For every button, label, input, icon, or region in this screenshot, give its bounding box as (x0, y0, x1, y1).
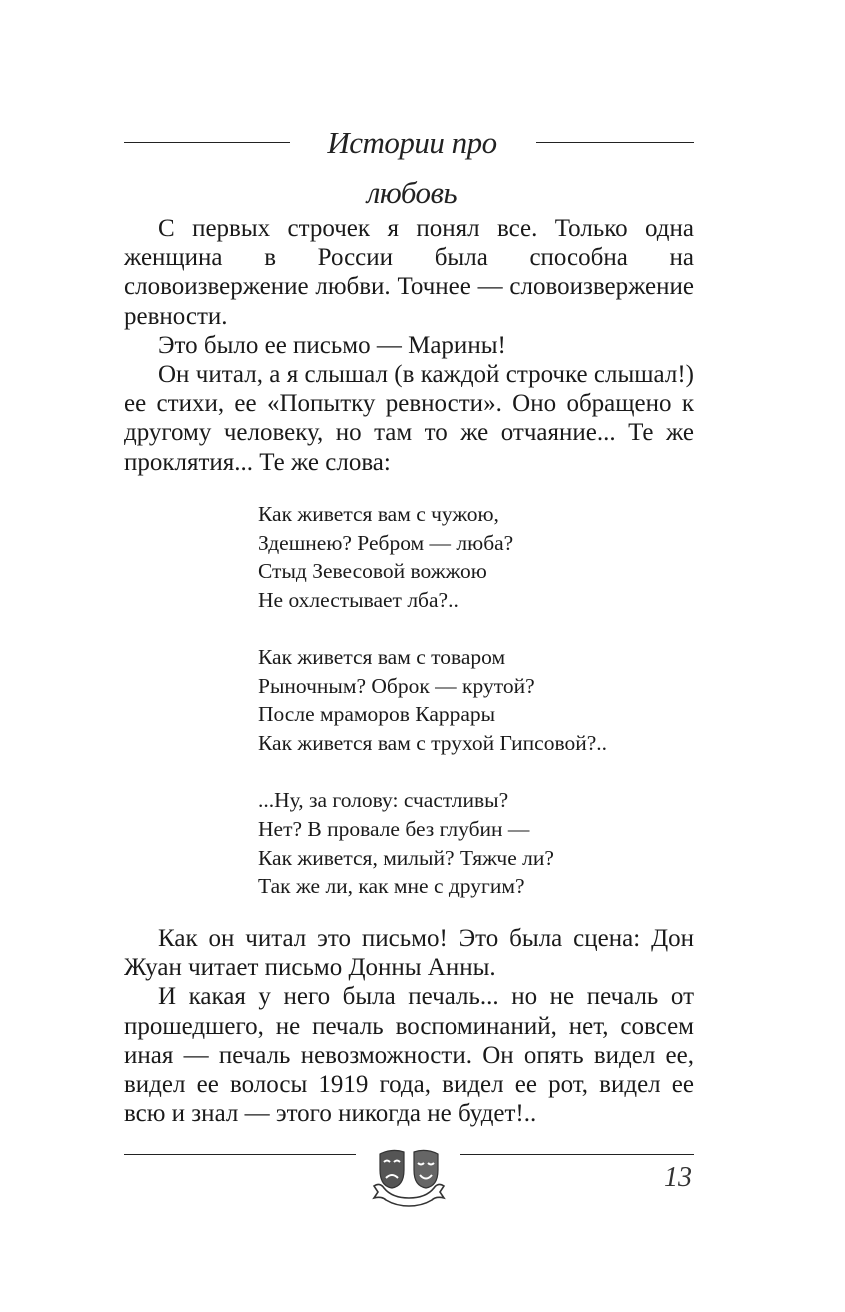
paragraph: И какая у него была печаль... но не печаль от прошедшего, не печаль воспоминаний, нет, совсем иная — печаль невозможности. Он опять видел ее, видел ее волосы 1919 года, видел ее рот, видел ее всю и знал — этого никогда не будет!.. (124, 983, 694, 1128)
poem (258, 500, 607, 901)
paragraph: Как он читал это письмо! Это была сцена: Дон Жуан читает письмо Донны Анны. (124, 925, 694, 982)
header-rule-right (536, 142, 694, 143)
running-header (124, 118, 694, 210)
running-title: Истории про любовь (327, 125, 497, 210)
footer-rule-right (460, 1154, 694, 1155)
verse-line: Как живется вам с трухой Гипсовой?.. (258, 730, 608, 755)
verse-line: Не охлестывает лба?.. (258, 587, 459, 612)
verse-line: Здешнею? Ребром — люба? (258, 530, 514, 555)
verse-line: Стыд Зевесовой вожжою (258, 559, 487, 584)
header-rule-left (124, 142, 290, 143)
poem-stanza (258, 643, 607, 757)
paragraph: Он читал, а я слышал (в каждой строчке слышал!) ее стихи, ее «Попытку ревности». Оно обращено к другому человеку, но там то же отчаяние... Те же проклятия... Те же слова: (124, 361, 694, 476)
verse-line: После мраморов Каррары (258, 702, 496, 727)
poem-stanza (258, 786, 607, 900)
theatre-masks-icon (370, 1146, 448, 1208)
verse-line: Как живется, милый? Тяжче ли? (258, 845, 554, 870)
verse-line: Как живется вам с товаром (258, 645, 506, 670)
paragraph: Это было ее письмо — Марины! (158, 331, 506, 359)
poem-stanza (258, 500, 607, 614)
page-footer (124, 1140, 694, 1210)
page-number: 13 (664, 1162, 692, 1193)
verse-line: Так же ли, как мне с другим? (258, 874, 525, 899)
verse-line: ...Ну, за голову: счастливы? (258, 788, 509, 813)
verse-line: Как живется вам с чужою, (258, 502, 499, 526)
paragraph: С первых строчек я понял все. Только одна женщина в России была способна на словоизвержение любви. Точнее — словоизвержение ревности. (124, 215, 694, 330)
body-text-top (124, 214, 694, 477)
verse-line: Рыночным? Оброк — крутой? (258, 673, 535, 698)
body-text-bottom (124, 924, 694, 1128)
verse-line: Нет? В провале без глубин — (258, 816, 530, 841)
footer-rule-left (124, 1154, 356, 1155)
